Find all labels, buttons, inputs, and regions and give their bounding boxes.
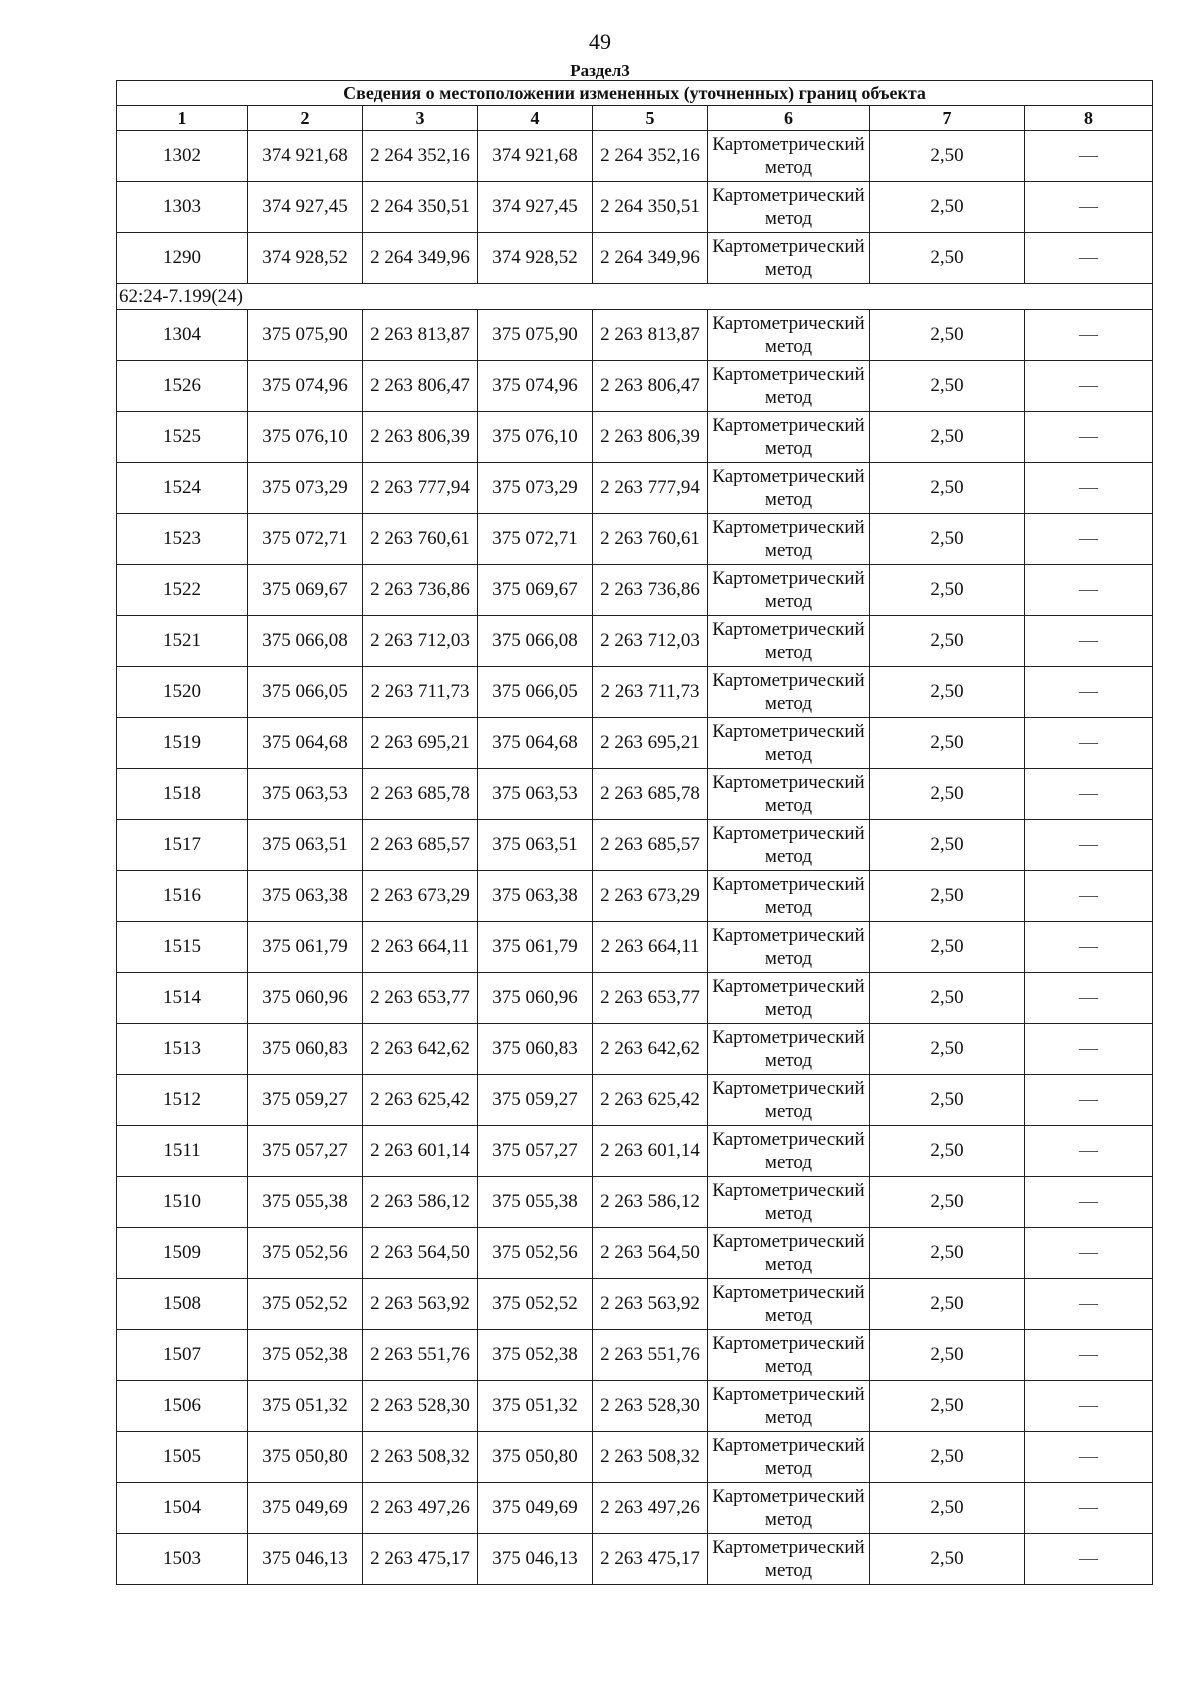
method-cell [708, 973, 870, 1024]
accuracy-cell: 2,50 [870, 616, 1025, 667]
y-existing-cell: 2 263 564,50 [363, 1228, 478, 1279]
x-existing-cell: 375 052,52 [248, 1279, 363, 1330]
column-number: 5 [593, 106, 708, 131]
x-existing-cell: 375 057,27 [248, 1126, 363, 1177]
x-refined-cell: 375 063,53 [478, 769, 593, 820]
x-existing-cell: 375 050,80 [248, 1432, 363, 1483]
table-row [117, 718, 1153, 769]
table-row [117, 1432, 1153, 1483]
description-cell: — [1025, 820, 1153, 871]
x-refined-cell: 375 063,38 [478, 871, 593, 922]
table-row [117, 565, 1153, 616]
accuracy-cell: 2,50 [870, 871, 1025, 922]
accuracy-cell: 2,50 [870, 131, 1025, 182]
table-row [117, 973, 1153, 1024]
column-number-row [117, 106, 1153, 131]
method-cell [708, 820, 870, 871]
y-refined-cell: 2 263 642,62 [593, 1024, 708, 1075]
x-existing-cell: 375 059,27 [248, 1075, 363, 1126]
x-existing-cell: 375 060,83 [248, 1024, 363, 1075]
accuracy-cell: 2,50 [870, 1432, 1025, 1483]
table-row [117, 1534, 1153, 1585]
y-existing-cell: 2 263 685,57 [363, 820, 478, 871]
accuracy-cell: 2,50 [870, 463, 1025, 514]
table-row [117, 1126, 1153, 1177]
table-row [117, 1483, 1153, 1534]
point-number-cell: 1524 [117, 463, 248, 514]
y-refined-cell: 2 263 813,87 [593, 310, 708, 361]
table-row [117, 182, 1153, 233]
x-refined-cell: 375 052,38 [478, 1330, 593, 1381]
table-caption-row [117, 81, 1153, 106]
description-cell: — [1025, 1024, 1153, 1075]
accuracy-cell: 2,50 [870, 1024, 1025, 1075]
x-refined-cell: 375 059,27 [478, 1075, 593, 1126]
y-refined-cell: 2 263 601,14 [593, 1126, 708, 1177]
method-cell [708, 514, 870, 565]
y-existing-cell: 2 263 673,29 [363, 871, 478, 922]
method-cell [708, 922, 870, 973]
description-cell: — [1025, 871, 1153, 922]
table-row [117, 1177, 1153, 1228]
x-refined-cell: 375 052,52 [478, 1279, 593, 1330]
description-cell: — [1025, 310, 1153, 361]
table-row [117, 1279, 1153, 1330]
y-refined-cell: 2 263 508,32 [593, 1432, 708, 1483]
x-existing-cell: 375 073,29 [248, 463, 363, 514]
x-refined-cell: 374 928,52 [478, 233, 593, 284]
y-refined-cell: 2 263 736,86 [593, 565, 708, 616]
method-text: Картометрический метод [712, 134, 865, 178]
method-cell [708, 463, 870, 514]
x-refined-cell: 375 066,05 [478, 667, 593, 718]
y-existing-cell: 2 263 711,73 [363, 667, 478, 718]
column-number: 3 [363, 106, 478, 131]
accuracy-cell: 2,50 [870, 1534, 1025, 1585]
accuracy-cell: 2,50 [870, 973, 1025, 1024]
description-cell: — [1025, 182, 1153, 233]
x-refined-cell: 375 046,13 [478, 1534, 593, 1585]
accuracy-cell: 2,50 [870, 514, 1025, 565]
y-existing-cell: 2 263 806,47 [363, 361, 478, 412]
table-row [117, 310, 1153, 361]
method-cell [708, 667, 870, 718]
description-cell: — [1025, 1279, 1153, 1330]
y-refined-cell: 2 263 625,42 [593, 1075, 708, 1126]
y-existing-cell: 2 263 736,86 [363, 565, 478, 616]
point-number-cell: 1508 [117, 1279, 248, 1330]
method-text: Картометрический метод [712, 925, 865, 969]
x-existing-cell: 375 049,69 [248, 1483, 363, 1534]
method-text: Картометрический метод [712, 517, 865, 561]
y-refined-cell: 2 263 564,50 [593, 1228, 708, 1279]
point-number-cell: 1513 [117, 1024, 248, 1075]
point-number-cell: 1290 [117, 233, 248, 284]
point-number-cell: 1511 [117, 1126, 248, 1177]
x-existing-cell: 375 064,68 [248, 718, 363, 769]
y-refined-cell: 2 263 586,12 [593, 1177, 708, 1228]
table-row [117, 1024, 1153, 1075]
method-text: Картометрический метод [712, 1435, 865, 1479]
x-existing-cell: 375 074,96 [248, 361, 363, 412]
point-number-cell: 1520 [117, 667, 248, 718]
method-text: Картометрический метод [712, 1333, 865, 1377]
method-cell [708, 616, 870, 667]
y-existing-cell: 2 263 760,61 [363, 514, 478, 565]
table-row [117, 871, 1153, 922]
method-cell [708, 1432, 870, 1483]
description-cell: — [1025, 514, 1153, 565]
x-refined-cell: 375 075,90 [478, 310, 593, 361]
table-row [117, 412, 1153, 463]
description-cell: — [1025, 1177, 1153, 1228]
method-cell [708, 565, 870, 616]
description-cell: — [1025, 1075, 1153, 1126]
accuracy-cell: 2,50 [870, 1126, 1025, 1177]
accuracy-cell: 2,50 [870, 1483, 1025, 1534]
x-existing-cell: 375 063,38 [248, 871, 363, 922]
y-refined-cell: 2 263 528,30 [593, 1381, 708, 1432]
method-cell [708, 1177, 870, 1228]
x-existing-cell: 375 063,51 [248, 820, 363, 871]
table-row [117, 514, 1153, 565]
column-number: 1 [117, 106, 248, 131]
method-text: Картометрический метод [712, 364, 865, 408]
method-cell [708, 1075, 870, 1126]
table-body [117, 81, 1153, 1585]
point-number-cell: 1516 [117, 871, 248, 922]
x-refined-cell: 374 921,68 [478, 131, 593, 182]
description-cell: — [1025, 718, 1153, 769]
method-text: Картометрический метод [712, 1537, 865, 1581]
method-text: Картометрический метод [712, 1078, 865, 1122]
method-cell [708, 718, 870, 769]
x-refined-cell: 375 049,69 [478, 1483, 593, 1534]
x-existing-cell: 375 052,38 [248, 1330, 363, 1381]
point-number-cell: 1514 [117, 973, 248, 1024]
method-text: Картометрический метод [712, 568, 865, 612]
x-existing-cell: 375 066,05 [248, 667, 363, 718]
table-row [117, 922, 1153, 973]
method-cell [708, 769, 870, 820]
accuracy-cell: 2,50 [870, 310, 1025, 361]
method-text: Картометрический метод [712, 670, 865, 714]
x-existing-cell: 375 072,71 [248, 514, 363, 565]
y-refined-cell: 2 263 673,29 [593, 871, 708, 922]
accuracy-cell: 2,50 [870, 412, 1025, 463]
section-title: Раздел3 [570, 61, 630, 80]
table-row [117, 361, 1153, 412]
method-cell [708, 233, 870, 284]
x-existing-cell: 375 046,13 [248, 1534, 363, 1585]
x-existing-cell: 375 076,10 [248, 412, 363, 463]
accuracy-cell: 2,50 [870, 182, 1025, 233]
description-cell: — [1025, 565, 1153, 616]
x-existing-cell: 375 069,67 [248, 565, 363, 616]
y-existing-cell: 2 263 508,32 [363, 1432, 478, 1483]
description-cell: — [1025, 616, 1153, 667]
y-refined-cell: 2 263 695,21 [593, 718, 708, 769]
point-number-cell: 1510 [117, 1177, 248, 1228]
y-existing-cell: 2 263 653,77 [363, 973, 478, 1024]
x-refined-cell: 375 060,83 [478, 1024, 593, 1075]
x-existing-cell: 375 063,53 [248, 769, 363, 820]
column-number: 8 [1025, 106, 1153, 131]
method-text: Картометрический метод [712, 772, 865, 816]
method-cell [708, 1228, 870, 1279]
description-cell: — [1025, 131, 1153, 182]
x-refined-cell: 375 051,32 [478, 1381, 593, 1432]
y-existing-cell: 2 263 625,42 [363, 1075, 478, 1126]
y-existing-cell: 2 263 601,14 [363, 1126, 478, 1177]
y-refined-cell: 2 263 664,11 [593, 922, 708, 973]
accuracy-cell: 2,50 [870, 1177, 1025, 1228]
method-text: Картометрический метод [712, 1180, 865, 1224]
point-number-cell: 1515 [117, 922, 248, 973]
y-refined-cell: 2 264 349,96 [593, 233, 708, 284]
accuracy-cell: 2,50 [870, 1228, 1025, 1279]
x-refined-cell: 375 063,51 [478, 820, 593, 871]
table-row [117, 1381, 1153, 1432]
description-cell: — [1025, 233, 1153, 284]
x-refined-cell: 375 052,56 [478, 1228, 593, 1279]
x-refined-cell: 375 055,38 [478, 1177, 593, 1228]
description-cell: — [1025, 973, 1153, 1024]
description-cell: — [1025, 667, 1153, 718]
table-row [117, 820, 1153, 871]
method-text: Картометрический метод [712, 976, 865, 1020]
description-cell: — [1025, 1381, 1153, 1432]
y-refined-cell: 2 264 352,16 [593, 131, 708, 182]
x-refined-cell: 374 927,45 [478, 182, 593, 233]
method-cell [708, 412, 870, 463]
y-refined-cell: 2 263 777,94 [593, 463, 708, 514]
y-existing-cell: 2 263 685,78 [363, 769, 478, 820]
x-existing-cell: 375 051,32 [248, 1381, 363, 1432]
y-refined-cell: 2 264 350,51 [593, 182, 708, 233]
x-refined-cell: 375 074,96 [478, 361, 593, 412]
y-refined-cell: 2 263 653,77 [593, 973, 708, 1024]
point-number-cell: 1519 [117, 718, 248, 769]
accuracy-cell: 2,50 [870, 1075, 1025, 1126]
point-number-cell: 1512 [117, 1075, 248, 1126]
column-number: 7 [870, 106, 1025, 131]
method-text: Картометрический метод [712, 415, 865, 459]
table-row [117, 1075, 1153, 1126]
table-row [117, 667, 1153, 718]
description-cell: — [1025, 1483, 1153, 1534]
accuracy-cell: 2,50 [870, 769, 1025, 820]
method-text: Картометрический метод [712, 1282, 865, 1326]
x-refined-cell: 375 064,68 [478, 718, 593, 769]
y-existing-cell: 2 264 352,16 [363, 131, 478, 182]
point-number-cell: 1506 [117, 1381, 248, 1432]
table-row [117, 616, 1153, 667]
y-refined-cell: 2 263 685,78 [593, 769, 708, 820]
x-existing-cell: 375 075,90 [248, 310, 363, 361]
method-text: Картометрический метод [712, 1231, 865, 1275]
method-cell [708, 871, 870, 922]
accuracy-cell: 2,50 [870, 361, 1025, 412]
accuracy-cell: 2,50 [870, 922, 1025, 973]
method-text: Картометрический метод [712, 313, 865, 357]
point-number-cell: 1517 [117, 820, 248, 871]
y-existing-cell: 2 263 806,39 [363, 412, 478, 463]
x-refined-cell: 375 076,10 [478, 412, 593, 463]
y-existing-cell: 2 263 813,87 [363, 310, 478, 361]
point-number-cell: 1509 [117, 1228, 248, 1279]
y-existing-cell: 2 263 642,62 [363, 1024, 478, 1075]
point-number-cell: 1518 [117, 769, 248, 820]
x-existing-cell: 374 921,68 [248, 131, 363, 182]
description-cell: — [1025, 1432, 1153, 1483]
point-number-cell: 1505 [117, 1432, 248, 1483]
description-cell: — [1025, 1126, 1153, 1177]
method-text: Картометрический метод [712, 1027, 865, 1071]
method-cell [708, 1024, 870, 1075]
y-refined-cell: 2 263 497,26 [593, 1483, 708, 1534]
y-existing-cell: 2 263 551,76 [363, 1330, 478, 1381]
description-cell: — [1025, 463, 1153, 514]
method-text: Картометрический метод [712, 619, 865, 663]
table-caption: Сведения о местоположении измененных (уточненных) границ объекта [117, 81, 1153, 106]
x-existing-cell: 375 060,96 [248, 973, 363, 1024]
y-existing-cell: 2 264 349,96 [363, 233, 478, 284]
description-cell: — [1025, 1534, 1153, 1585]
y-refined-cell: 2 263 806,39 [593, 412, 708, 463]
method-cell [708, 1483, 870, 1534]
x-refined-cell: 375 073,29 [478, 463, 593, 514]
y-existing-cell: 2 263 712,03 [363, 616, 478, 667]
table-row [117, 233, 1153, 284]
accuracy-cell: 2,50 [870, 667, 1025, 718]
x-refined-cell: 375 061,79 [478, 922, 593, 973]
description-cell: — [1025, 922, 1153, 973]
x-existing-cell: 375 055,38 [248, 1177, 363, 1228]
x-existing-cell: 375 066,08 [248, 616, 363, 667]
accuracy-cell: 2,50 [870, 1279, 1025, 1330]
y-existing-cell: 2 263 777,94 [363, 463, 478, 514]
x-refined-cell: 375 050,80 [478, 1432, 593, 1483]
method-cell [708, 1279, 870, 1330]
point-number-cell: 1304 [117, 310, 248, 361]
point-number-cell: 1521 [117, 616, 248, 667]
method-cell [708, 182, 870, 233]
column-number: 2 [248, 106, 363, 131]
y-refined-cell: 2 263 475,17 [593, 1534, 708, 1585]
table-row [117, 769, 1153, 820]
y-refined-cell: 2 263 551,76 [593, 1330, 708, 1381]
point-number-cell: 1526 [117, 361, 248, 412]
x-existing-cell: 375 052,56 [248, 1228, 363, 1279]
table-row [117, 463, 1153, 514]
y-refined-cell: 2 263 712,03 [593, 616, 708, 667]
x-refined-cell: 375 069,67 [478, 565, 593, 616]
method-cell [708, 1381, 870, 1432]
y-refined-cell: 2 263 685,57 [593, 820, 708, 871]
y-existing-cell: 2 263 695,21 [363, 718, 478, 769]
x-refined-cell: 375 060,96 [478, 973, 593, 1024]
x-existing-cell: 374 927,45 [248, 182, 363, 233]
method-text: Картометрический метод [712, 185, 865, 229]
boundary-coordinates-table [116, 80, 1153, 1585]
method-text: Картометрический метод [712, 874, 865, 918]
accuracy-cell: 2,50 [870, 1330, 1025, 1381]
method-cell [708, 1330, 870, 1381]
column-number: 6 [708, 106, 870, 131]
description-cell: — [1025, 1228, 1153, 1279]
point-number-cell: 1303 [117, 182, 248, 233]
y-existing-cell: 2 263 664,11 [363, 922, 478, 973]
y-existing-cell: 2 264 350,51 [363, 182, 478, 233]
method-text: Картометрический метод [712, 466, 865, 510]
point-number-cell: 1503 [117, 1534, 248, 1585]
x-refined-cell: 375 057,27 [478, 1126, 593, 1177]
x-refined-cell: 375 066,08 [478, 616, 593, 667]
y-refined-cell: 2 263 760,61 [593, 514, 708, 565]
y-existing-cell: 2 263 528,30 [363, 1381, 478, 1432]
y-refined-cell: 2 263 711,73 [593, 667, 708, 718]
method-text: Картометрический метод [712, 1384, 865, 1428]
method-cell [708, 361, 870, 412]
y-refined-cell: 2 263 806,47 [593, 361, 708, 412]
x-refined-cell: 375 072,71 [478, 514, 593, 565]
description-cell: — [1025, 361, 1153, 412]
x-existing-cell: 375 061,79 [248, 922, 363, 973]
table-row [117, 1330, 1153, 1381]
point-number-cell: 1302 [117, 131, 248, 182]
point-number-cell: 1523 [117, 514, 248, 565]
page-number: 49 [589, 29, 611, 54]
method-text: Картометрический метод [712, 823, 865, 867]
y-existing-cell: 2 263 563,92 [363, 1279, 478, 1330]
description-cell: — [1025, 1330, 1153, 1381]
point-number-cell: 1522 [117, 565, 248, 616]
table-row [117, 131, 1153, 182]
cadastral-block-label: 62:24-7.199(24) [117, 284, 1153, 310]
accuracy-cell: 2,50 [870, 1381, 1025, 1432]
point-number-cell: 1525 [117, 412, 248, 463]
method-cell [708, 1534, 870, 1585]
method-text: Картометрический метод [712, 1129, 865, 1173]
method-cell [708, 310, 870, 361]
method-cell [708, 1126, 870, 1177]
point-number-cell: 1504 [117, 1483, 248, 1534]
y-existing-cell: 2 263 497,26 [363, 1483, 478, 1534]
x-existing-cell: 374 928,52 [248, 233, 363, 284]
method-cell [708, 131, 870, 182]
method-text: Картометрический метод [712, 721, 865, 765]
point-number-cell: 1507 [117, 1330, 248, 1381]
column-number: 4 [478, 106, 593, 131]
accuracy-cell: 2,50 [870, 565, 1025, 616]
y-existing-cell: 2 263 586,12 [363, 1177, 478, 1228]
accuracy-cell: 2,50 [870, 718, 1025, 769]
method-text: Картометрический метод [712, 1486, 865, 1530]
cadastral-block-row [117, 284, 1153, 310]
accuracy-cell: 2,50 [870, 820, 1025, 871]
accuracy-cell: 2,50 [870, 233, 1025, 284]
table-row [117, 1228, 1153, 1279]
y-refined-cell: 2 263 563,92 [593, 1279, 708, 1330]
method-text: Картометрический метод [712, 236, 865, 280]
y-existing-cell: 2 263 475,17 [363, 1534, 478, 1585]
description-cell: — [1025, 769, 1153, 820]
description-cell: — [1025, 412, 1153, 463]
